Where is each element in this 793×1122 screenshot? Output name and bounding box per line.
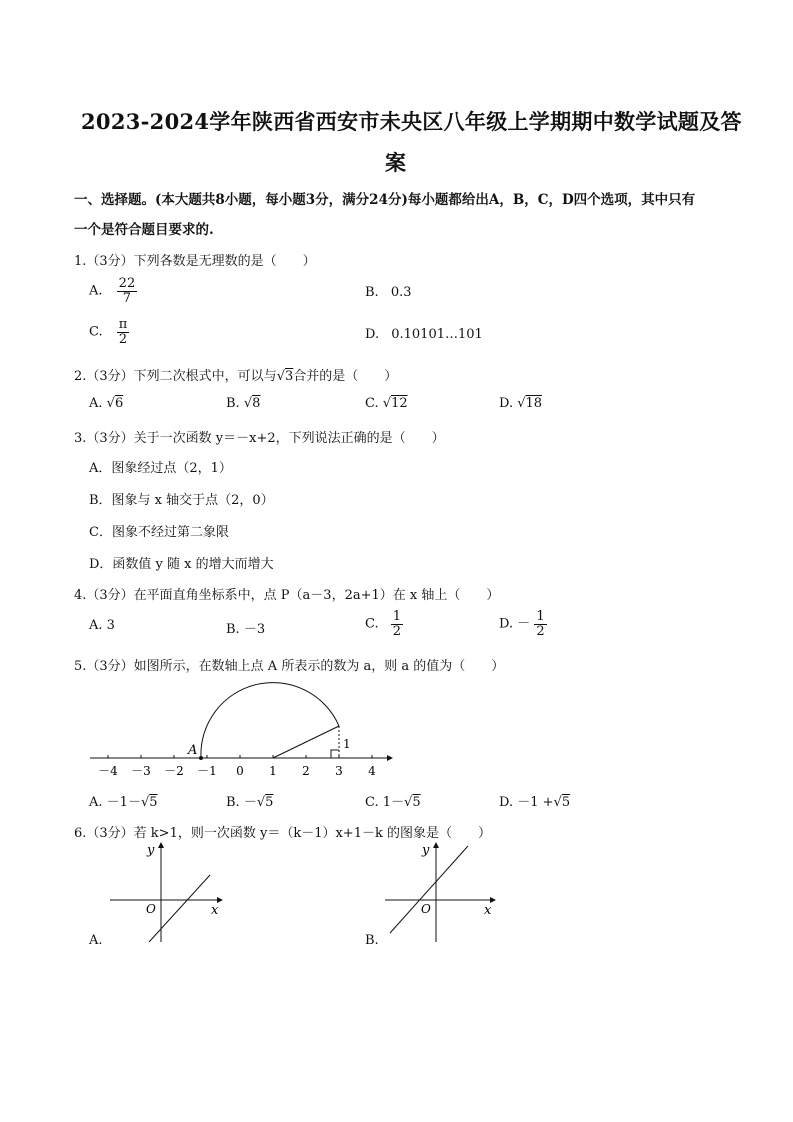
question-5-option-a bbox=[89, 791, 158, 810]
question-2-option-a bbox=[89, 396, 123, 411]
fraction bbox=[117, 318, 130, 346]
question-5-stem: 5.（3分）如图所示，在数轴上点 A 所表示的数为 a，则 a 的值为（ ） bbox=[74, 659, 505, 674]
question-6-graph-a bbox=[105, 838, 230, 946]
question-2-option-b bbox=[226, 396, 260, 411]
x-axis-label: x bbox=[484, 903, 492, 918]
question-2-stem bbox=[74, 365, 397, 384]
option-prefix: － bbox=[243, 795, 257, 810]
question-4-stem: 4.（3分）在平面直角坐标系中，点 P（a－3，2a+1）在 x 轴上（ ） bbox=[74, 588, 500, 603]
compass-arc bbox=[201, 683, 339, 758]
question-3-option-a: A．图象经过点（2，1） bbox=[89, 461, 232, 476]
radical: √5 bbox=[140, 795, 158, 810]
radical: √12 bbox=[382, 396, 408, 411]
radicand: 5 bbox=[149, 795, 158, 810]
radicand: 6 bbox=[114, 396, 124, 411]
option-label: D. － bbox=[499, 616, 531, 632]
numerator: 1 bbox=[536, 609, 545, 624]
radicand: 5 bbox=[561, 795, 571, 810]
number-line-figure bbox=[85, 678, 395, 778]
question-6-option-b-label: B. bbox=[365, 933, 379, 948]
page-title: 2023-2024学年陕西省西安市未央区八年级上学期期中数学试题及答 bbox=[81, 109, 742, 134]
fraction bbox=[391, 610, 403, 638]
hypotenuse-line bbox=[273, 726, 339, 758]
numerator: 22 bbox=[118, 276, 136, 291]
y-axis-label: y bbox=[422, 843, 430, 858]
axis-tick-label: 3 bbox=[335, 764, 343, 778]
question-6-stem: 6.（3分）若 k>1，则一次函数 y＝（k－1）x+1－k 的图象是（ ） bbox=[74, 826, 491, 841]
denominator: 2 bbox=[392, 623, 402, 639]
question-5-option-b bbox=[226, 791, 273, 810]
question-1-stem: 1.（3分）下列各数是无理数的是（ ） bbox=[74, 254, 316, 269]
option-label: C. bbox=[365, 795, 379, 810]
y-axis-label: y bbox=[147, 843, 155, 858]
section-heading-continued: 一个是符合题目要求的. bbox=[74, 222, 214, 238]
radical: √18 bbox=[517, 396, 543, 411]
question-4-option-b: B. －3 bbox=[226, 622, 266, 637]
question-1-option-a bbox=[89, 277, 137, 305]
radicand: 5 bbox=[265, 795, 274, 810]
fraction bbox=[534, 610, 546, 638]
question-1-option-c bbox=[89, 318, 129, 346]
stem-text-end: 合并的是（ ） bbox=[293, 369, 398, 384]
origin-label: O bbox=[421, 902, 431, 916]
question-4-option-d bbox=[499, 610, 547, 638]
question-1-option-d bbox=[365, 327, 483, 342]
right-angle-mark bbox=[331, 750, 339, 758]
radical: √3 bbox=[276, 369, 294, 384]
option-prefix: －1－ bbox=[106, 795, 141, 810]
question-4-option-c bbox=[365, 610, 403, 638]
origin-label: O bbox=[146, 902, 156, 916]
option-label: A. bbox=[89, 283, 103, 299]
radicand: 5 bbox=[412, 795, 421, 810]
point-a-dot bbox=[199, 756, 203, 760]
y-axis-arrow-icon bbox=[433, 842, 439, 848]
option-prefix: －1 + bbox=[517, 795, 554, 810]
section-heading: 一、选择题。(本大题共8小题，每小题3分，满分24分)每小题都给出A，B，C，D四个选项，其中只有 bbox=[74, 192, 696, 208]
question-3-option-c: C．图象不经过第二象限 bbox=[89, 525, 229, 540]
axis-tick-label: 4 bbox=[368, 764, 376, 778]
radicand: 8 bbox=[252, 396, 261, 411]
option-label: B. bbox=[226, 795, 240, 810]
axis-tick-label: 0 bbox=[236, 764, 244, 778]
radical: √5 bbox=[256, 795, 274, 810]
question-1-option-b bbox=[365, 285, 412, 300]
question-3-option-b: B．图象与 x 轴交于点（2，0） bbox=[89, 493, 274, 508]
y-axis-arrow-icon bbox=[158, 842, 164, 848]
option-value: 0.10101…101 bbox=[391, 327, 483, 342]
radical: √5 bbox=[553, 795, 571, 810]
option-label: B. bbox=[365, 285, 379, 300]
stem-text: 2.（3分）下列二次根式中，可以与 bbox=[74, 369, 277, 384]
option-label: C. bbox=[365, 616, 379, 632]
fraction bbox=[117, 277, 138, 305]
radical: √6 bbox=[106, 396, 124, 411]
axis-tick-label: 1 bbox=[269, 764, 277, 778]
question-3-option-d: D．函数值 y 随 x 的增大而增大 bbox=[89, 557, 274, 572]
denominator: 2 bbox=[536, 623, 545, 639]
question-4-option-a: A. 3 bbox=[89, 618, 115, 633]
function-line bbox=[149, 875, 210, 942]
denominator: 7 bbox=[122, 290, 132, 306]
radical: √5 bbox=[404, 795, 421, 810]
question-5-option-c bbox=[365, 791, 421, 810]
option-label: C. bbox=[89, 324, 103, 340]
option-label: C. bbox=[365, 396, 379, 411]
axis-tick-label: －2 bbox=[164, 764, 184, 778]
question-6-graph-b bbox=[380, 838, 505, 946]
page-title-continued: 案 bbox=[385, 150, 407, 175]
numerator: 1 bbox=[392, 609, 402, 624]
option-label: B. bbox=[226, 396, 240, 411]
question-2-option-d bbox=[499, 396, 542, 411]
axis-arrow-icon bbox=[387, 755, 393, 761]
point-a-label: A bbox=[188, 743, 198, 758]
option-label: D. bbox=[499, 795, 514, 810]
option-value: 0.3 bbox=[390, 285, 412, 300]
axis-tick-label: －1 bbox=[197, 764, 217, 778]
axis-tick-label: 2 bbox=[302, 764, 310, 778]
question-3-stem: 3.（3分）关于一次函数 y＝－x+2，下列说法正确的是（ ） bbox=[74, 431, 445, 446]
option-prefix: 1－ bbox=[382, 795, 405, 810]
option-label: A. bbox=[89, 396, 103, 411]
numerator: π bbox=[118, 317, 128, 332]
radicand: 3 bbox=[284, 369, 294, 384]
question-5-option-d bbox=[499, 791, 570, 810]
axis-tick-label: －4 bbox=[98, 764, 118, 778]
question-2-option-c bbox=[365, 396, 408, 411]
radicand: 18 bbox=[525, 396, 543, 411]
option-label: D. bbox=[499, 396, 514, 411]
radicand: 12 bbox=[391, 396, 408, 411]
option-label: D. bbox=[365, 327, 380, 342]
axis-tick-label: －3 bbox=[131, 764, 151, 778]
radical: √8 bbox=[243, 396, 261, 411]
denominator: 2 bbox=[118, 331, 128, 347]
x-axis-label: x bbox=[211, 903, 219, 918]
option-label: A. bbox=[89, 795, 103, 810]
question-6-option-a-label: A. bbox=[89, 933, 103, 948]
function-line bbox=[390, 846, 468, 933]
height-label: 1 bbox=[343, 737, 351, 751]
